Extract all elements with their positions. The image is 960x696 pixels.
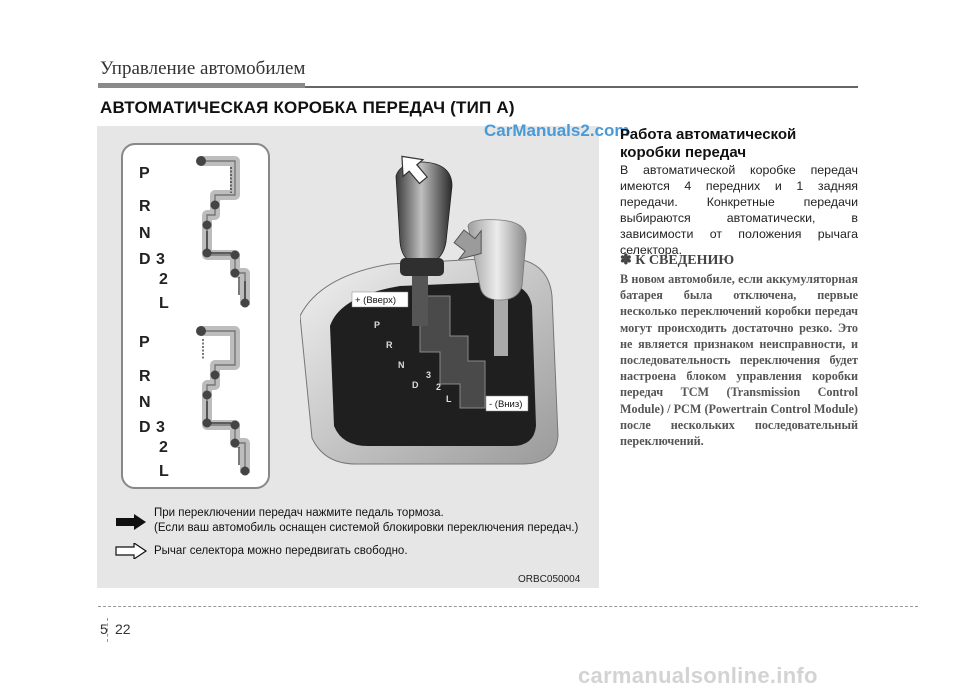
note-symbol-icon: ✽ [620,253,632,268]
console-letter-p: P [374,320,381,330]
gate-stop-p [196,156,206,166]
note-title: К СВЕДЕНИЮ [635,253,735,268]
chapter-number: 5 [100,621,108,637]
console-letter-n: N [398,360,405,370]
header-rule [305,86,858,88]
gate-number-3-2: 3 [156,419,165,436]
section-title: АВТОМАТИЧЕСКАЯ КОРОБКА ПЕРЕДАЧ (ТИП А) [100,98,515,117]
shift-pattern-panel [121,143,270,489]
note-paragraph: В новом автомобиле, если аккумуляторная батарея была отключена, первые несколько переключений коробки передач могут происходить достаточно резко. Это не является признаком неисправности, и последовательность переключения будет настроена блоком управления коробки передач TCM (Transmission Control Module) / PCM (Powertrain Control Module) после нескольких последовательный переключений. [620,272,858,449]
shifter-illustration [300,146,600,486]
figure-code: ORBC050004 [518,574,581,585]
gate-letter-d: D [139,251,151,268]
subsection-title: Работа автоматической коробки передач [620,126,797,161]
figure-watermark: CarManuals2.com [484,121,630,140]
note-heading [620,252,858,269]
console-letter-r: R [386,340,393,350]
shift-pattern-lower [139,326,250,480]
legend-brake-line2: (Если ваш автомобиль оснащен системой блокировки переключения передач.) [154,522,579,534]
shift-pattern-diagram [123,145,268,487]
shift-pattern-upper [139,156,250,312]
gate-letter-p-2: P [139,334,150,351]
gate-letter-p: P [139,165,150,182]
gate-number-3: 3 [156,251,165,268]
running-header: Управление автомобилем [100,58,306,79]
free-arrow-icon [114,543,148,559]
gate-number-2: 2 [159,271,168,288]
console-number-l: L [446,394,452,404]
page-number: 22 [115,621,131,637]
gate-number-l: L [159,295,169,312]
console-number-2: 2 [436,382,442,392]
header-accent-bar [98,83,305,88]
legend-free: Рычаг селектора можно передвигать свободно. [154,545,408,557]
gate-letter-n: N [139,225,151,242]
console-letter-d: D [412,380,419,390]
site-watermark: carmanualsonline.info [578,663,818,688]
label-down: - (Вниз) [489,399,523,410]
gate-letter-d-2: D [139,419,151,436]
gate-letter-r: R [139,198,151,215]
footer-rule [98,606,918,607]
console-number-3: 3 [426,370,432,380]
gate-number-2-2: 2 [159,439,168,456]
gate-number-l-2: L [159,463,169,480]
gate-letter-n-2: N [139,394,151,411]
label-up: + (Вверх) [355,295,397,306]
legend-brake-line1: При переключении передач нажмите педаль тормоза. [154,507,444,519]
page-divider [107,618,108,642]
brake-arrow-icon [114,514,148,530]
body-paragraph: В автоматической коробке передач имеются 4 передних и 1 задняя передачи. Конкретные передачи выбираются автоматически, в зависимости от положения рычага селектора. [620,163,858,257]
gate-letter-r-2: R [139,368,151,385]
